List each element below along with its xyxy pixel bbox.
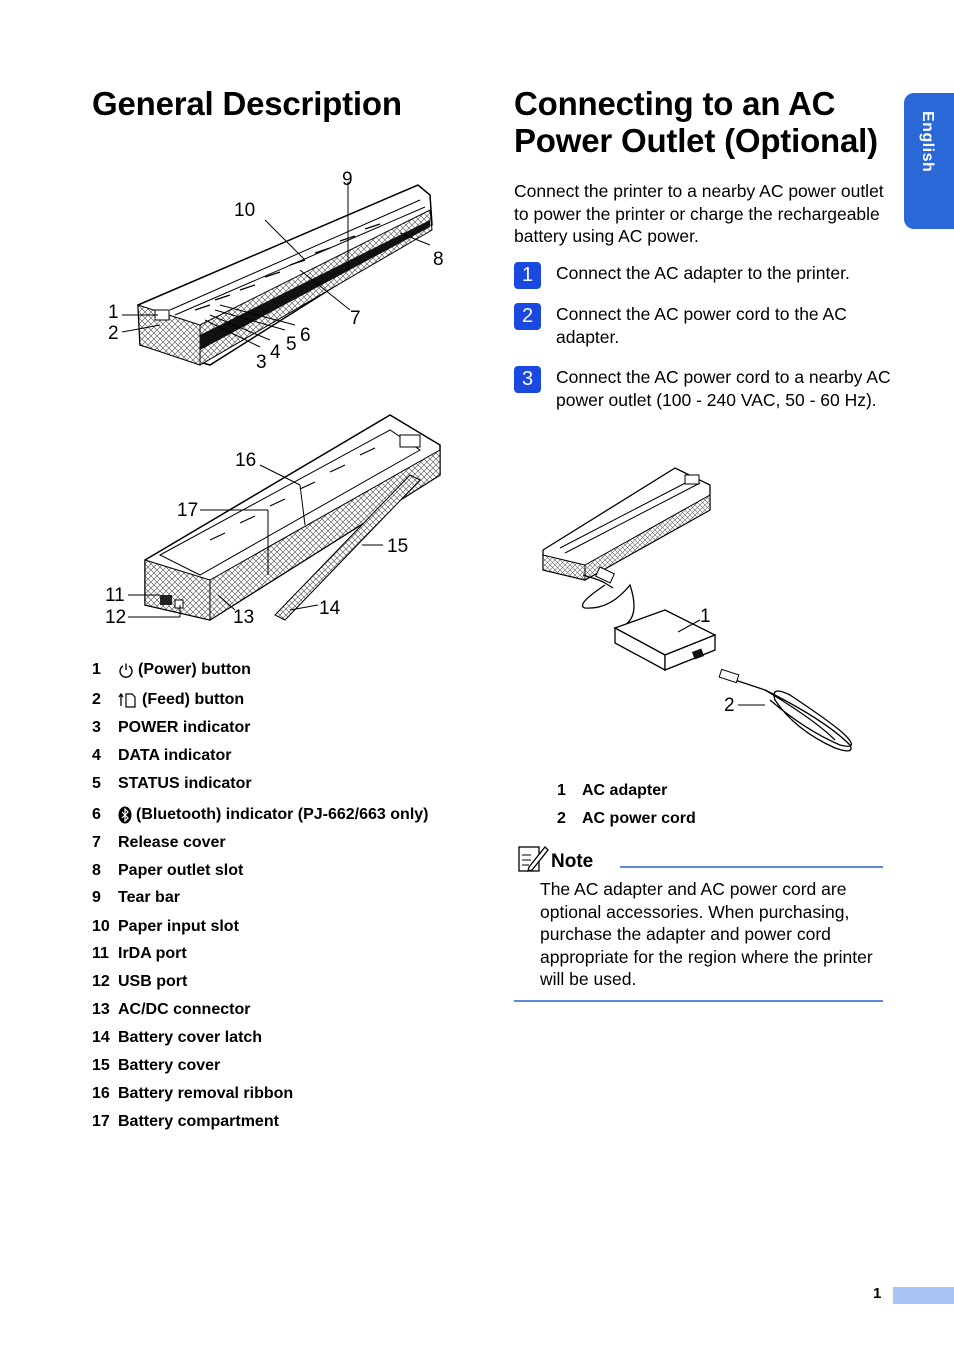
- item-number: 14: [92, 1029, 110, 1046]
- intro-paragraph: Connect the printer to a nearby AC power outlet to power the printer or charge the rechargeable battery using AC power.: [514, 181, 884, 246]
- step-text: Connect the AC adapter to the printer.: [556, 263, 850, 283]
- title-line-2: Power Outlet (Optional): [514, 122, 878, 159]
- printer-battery-view-figure: [100, 405, 460, 635]
- page-title-general-description: General Description: [92, 85, 402, 122]
- item-label: STATUS indicator: [118, 775, 252, 792]
- item-number: 10: [92, 918, 110, 935]
- item-number: 7: [92, 834, 101, 851]
- item-number: 2: [92, 691, 101, 708]
- callout-9: 9: [342, 169, 353, 190]
- list-item: [92, 1085, 293, 1103]
- item-label: Battery compartment: [118, 1113, 279, 1130]
- legend-item: [557, 810, 696, 828]
- step-number-badge: 3: [514, 366, 541, 393]
- step-number-badge: 1: [514, 262, 541, 289]
- legend-item: [557, 782, 667, 800]
- callout-10: 10: [234, 200, 256, 221]
- legend-label: AC power cord: [582, 810, 696, 827]
- item-number: 1: [92, 661, 101, 678]
- callout-15: 15: [387, 536, 409, 557]
- item-label: Paper input slot: [118, 918, 239, 935]
- callout-7: 7: [350, 308, 361, 329]
- item-number: 3: [92, 719, 101, 736]
- legend-label: AC adapter: [582, 782, 668, 799]
- callout-1: 1: [108, 302, 119, 323]
- language-tab-label: English: [919, 111, 936, 173]
- callout-5: 5: [286, 334, 297, 355]
- callout-11: 11: [105, 585, 125, 606]
- callout-4: 4: [270, 342, 281, 363]
- callout-2: 2: [108, 323, 119, 344]
- item-label: Release cover: [118, 834, 226, 851]
- note-heading: Note: [551, 851, 594, 872]
- item-label: Battery removal ribbon: [118, 1085, 294, 1102]
- note-text: The AC adapter and AC power cord are optional accessories. When purchasing, purchase the adapter and power cord appropriate for the region where the printer will be used.: [540, 879, 873, 989]
- list-item: [92, 973, 187, 991]
- list-item: [92, 1057, 220, 1075]
- list-item: [92, 834, 226, 852]
- feed-icon: [118, 692, 138, 708]
- legend-number: 1: [557, 782, 566, 799]
- item-number: 4: [92, 747, 101, 764]
- language-tab: [904, 93, 954, 229]
- item-number: 16: [92, 1085, 110, 1102]
- page-title-ac-power: [514, 85, 878, 159]
- list-item: [92, 889, 180, 907]
- list-item: [92, 747, 231, 765]
- item-number: 13: [92, 1001, 110, 1018]
- callout-16: 16: [235, 450, 257, 471]
- list-item: [92, 719, 250, 737]
- item-number: 9: [92, 889, 101, 906]
- callout-13: 13: [233, 607, 255, 628]
- ac-adapter-connection-figure: [535, 460, 865, 760]
- item-label: POWER indicator: [118, 719, 251, 736]
- list-item: [92, 862, 243, 880]
- list-item: [92, 945, 187, 963]
- item-label: Tear bar: [118, 889, 180, 906]
- item-label: (Feed) button: [142, 691, 245, 708]
- item-number: 5: [92, 775, 101, 792]
- title-line-1: Connecting to an AC: [514, 85, 836, 122]
- list-item: [92, 775, 252, 793]
- item-label: (Bluetooth) indicator (PJ-662/663 only): [136, 806, 429, 823]
- note-pencil-icon: [517, 843, 549, 875]
- list-item: [92, 1029, 262, 1047]
- item-label: Battery cover: [118, 1057, 221, 1074]
- item-number: 6: [92, 806, 101, 823]
- legend-number: 2: [557, 810, 566, 827]
- step-text: Connect the AC power cord to a nearby AC power outlet (100 - 240 VAC, 50 - 60 Hz).: [556, 367, 891, 410]
- callout-12: 12: [105, 607, 127, 628]
- item-label: DATA indicator: [118, 747, 232, 764]
- item-number: 12: [92, 973, 110, 990]
- item-label: AC/DC connector: [118, 1001, 251, 1018]
- callout-1: 1: [700, 606, 711, 627]
- callout-17: 17: [177, 500, 199, 521]
- item-number: 17: [92, 1113, 110, 1130]
- item-number: 15: [92, 1057, 110, 1074]
- callout-8: 8: [433, 249, 444, 270]
- callout-6: 6: [300, 325, 311, 346]
- page-number-bar: [893, 1287, 954, 1304]
- step-text: Connect the AC power cord to the AC adapter.: [556, 304, 847, 347]
- list-item: [92, 691, 244, 709]
- item-label: Paper outlet slot: [118, 862, 244, 879]
- item-label: USB port: [118, 973, 188, 990]
- printer-top-view-figure: [100, 165, 460, 380]
- list-item: [92, 1001, 250, 1019]
- bluetooth-icon: [118, 806, 132, 824]
- callout-3: 3: [256, 352, 267, 373]
- item-number: 11: [92, 945, 109, 962]
- power-icon: [118, 662, 134, 678]
- list-item: [92, 661, 251, 679]
- step-number-badge: 2: [514, 303, 541, 330]
- list-item: [92, 918, 239, 936]
- item-number: 8: [92, 862, 101, 879]
- list-item: [92, 806, 428, 824]
- page-number: 1: [873, 1285, 882, 1302]
- callout-2: 2: [724, 695, 735, 716]
- note-top-rule: [620, 866, 883, 868]
- callout-14: 14: [319, 598, 341, 619]
- item-label: (Power) button: [138, 661, 251, 678]
- note-bottom-rule: [514, 1000, 883, 1002]
- item-label: Battery cover latch: [118, 1029, 263, 1046]
- list-item: [92, 1113, 279, 1131]
- item-label: IrDA port: [118, 945, 187, 962]
